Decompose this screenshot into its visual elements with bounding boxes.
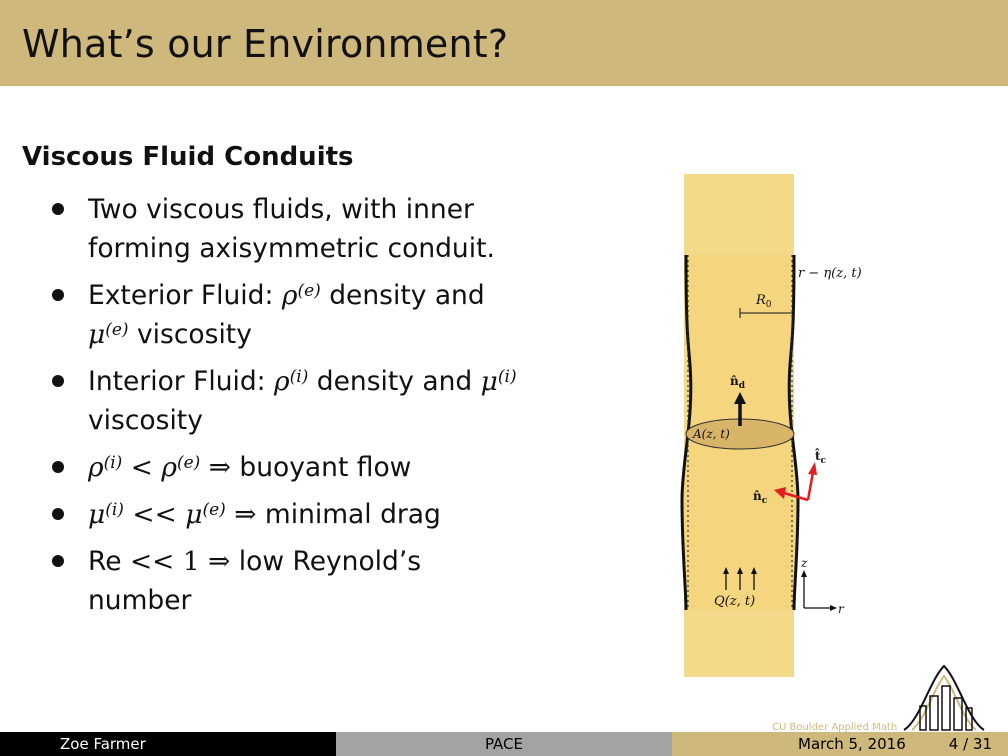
math-mu: μ [88, 319, 106, 350]
math-sup: (e) [202, 500, 226, 520]
footer-page-number: 4 / 31 [948, 735, 992, 753]
nd-main: n̂ [730, 374, 739, 388]
area-label: A(z, t) [693, 427, 730, 441]
footer-venue-section [336, 732, 672, 756]
math-implies: ⇒ [208, 546, 231, 577]
bullet-dot [52, 203, 64, 215]
footer-date-section [672, 732, 1008, 756]
math-implies: ⇒ [208, 452, 231, 483]
eta-label: r − η(z, t) [798, 266, 862, 281]
r-axis-label: r [838, 602, 844, 616]
math-rho: ρ [88, 452, 104, 483]
r0-sub: 0 [765, 300, 772, 310]
bullet-item [52, 190, 522, 268]
math-one: 1 [182, 546, 200, 577]
math-rho: ρ [161, 452, 177, 483]
math-sup: (i) [103, 453, 123, 473]
tc-arrowhead [808, 462, 817, 475]
math-sup: (e) [297, 281, 321, 301]
bullet-text: buoyant flow [239, 452, 412, 483]
tc-main: t̂ [815, 449, 821, 463]
logo-text: CU Boulder Applied Math [772, 722, 898, 732]
bullet-text: low Reynold’s number [88, 546, 422, 616]
bullet-text: Two viscous fluids, with inner forming axisymmetric conduit. [88, 194, 495, 264]
r-axis-arrowhead [830, 605, 837, 611]
bullet-dot [52, 461, 64, 473]
bullet-item [52, 362, 522, 440]
math-sup: (i) [289, 367, 309, 387]
tc-vector [808, 472, 813, 500]
math-rho: ρ [281, 280, 298, 311]
nc-sub: c [761, 496, 768, 506]
footer-author: Zoe Farmer [60, 735, 146, 753]
nd-sub: d [738, 381, 746, 391]
bullet-item [52, 542, 522, 620]
bullet-item [52, 495, 522, 534]
cu-boulder-logo [770, 660, 1008, 732]
math-mu: μ [185, 499, 203, 530]
bullet-dot [52, 508, 64, 520]
math-mu: μ [88, 499, 106, 530]
bullet-item [52, 276, 522, 354]
bullet-text: density and [329, 280, 485, 311]
bullet-text: viscosity [137, 319, 252, 350]
math-rho: ρ [274, 366, 290, 397]
math-sup: (e) [105, 320, 129, 340]
math-ll: << [129, 546, 175, 577]
math-ll: << [132, 499, 177, 530]
r0-main: R [756, 293, 766, 308]
math-sup: (e) [176, 453, 201, 473]
math-implies: ⇒ [234, 499, 257, 530]
footer-venue: PACE [484, 735, 524, 753]
slide-title: What’s our Environment? [22, 22, 509, 66]
bullet-text: viscosity [88, 405, 203, 436]
section-heading: Viscous Fluid Conduits [22, 142, 354, 172]
math-lt: < [130, 452, 153, 483]
bullet-text: Exterior Fluid: [88, 280, 274, 311]
bullet-dot [52, 375, 64, 387]
tc-label [814, 447, 826, 466]
footer-date: March 5, 2016 [798, 735, 906, 753]
math-mu: μ [480, 366, 498, 397]
bullet-text: density and [316, 366, 473, 397]
footer-bar [0, 732, 1008, 756]
conduit-diagram [660, 170, 910, 680]
tc-sub: c [820, 456, 827, 466]
math-sup: (i) [497, 367, 517, 387]
math-sup: (i) [105, 500, 124, 520]
logo-building [942, 686, 950, 730]
bullet-item [52, 448, 522, 487]
bullet-text: Re [88, 546, 122, 577]
slide-header [0, 0, 1008, 86]
footer-author-section [0, 732, 336, 756]
bullet-list [52, 190, 522, 628]
flux-label: Q(z, t) [714, 594, 756, 609]
bullet-text: minimal drag [264, 499, 441, 530]
bullet-text: Interior Fluid: [88, 366, 266, 397]
nc-main: n̂ [753, 489, 762, 503]
z-axis-label: z [801, 556, 808, 570]
bullet-dot [52, 555, 64, 567]
z-axis-arrowhead [801, 570, 807, 577]
bullet-dot [52, 289, 64, 301]
